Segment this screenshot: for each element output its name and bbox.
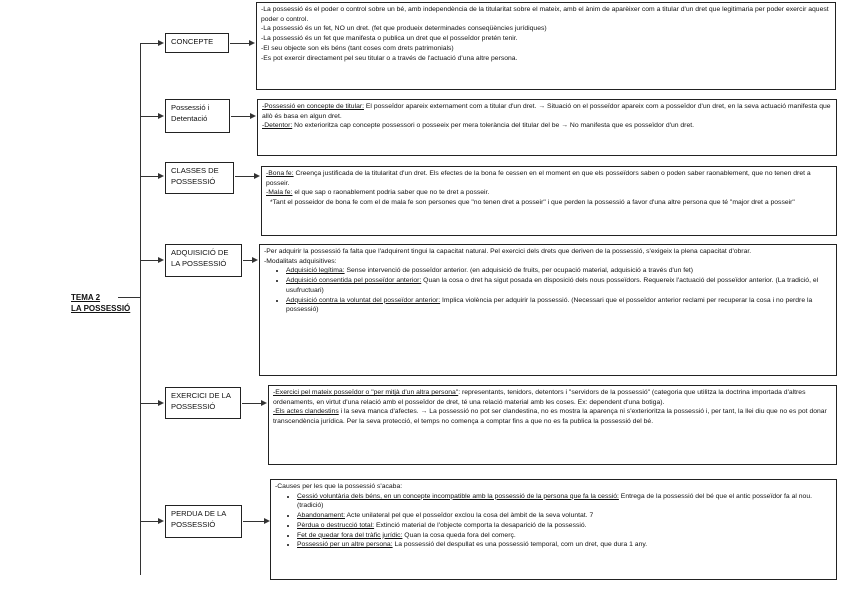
possessio-label-box (165, 99, 230, 133)
link-arrow-possessio (250, 113, 256, 119)
branch-line-possessio (140, 116, 160, 117)
adquisicio-bullet-2-text: Quan la cosa o dret ha sigut posada en disposició dels nous posseïdors. Requereix l'actuació del posseïdor anterior. (La tradició, el usufructuari) (286, 277, 819, 294)
possessio-item-2 (262, 121, 832, 131)
classes-note: *Tant el posseidor de bona fe com el de mala fe son persones que "no tenen dret a posseir" i que perden la possessió a favor d'una altre persona que té "major dret a posseir" (270, 199, 795, 207)
branch-line-adquisicio (140, 260, 160, 261)
branch-line-exercici (140, 403, 160, 404)
possessio-item-1-term: -Possessió en concepte de titular: (262, 103, 365, 110)
link-exercici (242, 403, 262, 404)
exercici-label-box (165, 387, 241, 419)
perdua-bullet-5 (297, 540, 832, 550)
concepte-line-3: -La possessió és un fet que manifesta o publica un dret que el posseïdor pretén tenir. (261, 35, 518, 43)
arrow-possessio (158, 113, 164, 119)
adquisicio-bullet-2-term: Adquisició consentida pel posseïdor anterior: (286, 277, 422, 285)
classes-item-2-term: -Mala fe: (266, 189, 293, 197)
classes-item-2-text: el que sap o raonablement podria saber que no te dret a posseir. (292, 189, 490, 197)
possessio-item-2-text: No exterioritza cap concepte possessori o posseeix per mera tolerància del titular del be → No manifesta que es posseïdor d'un dret. (292, 122, 695, 130)
adquisicio-bullet-2 (286, 276, 832, 295)
exercici-item-1-term: -Exercici pel mateix posseïdor o "per mitjà d'un altra persona" (273, 389, 459, 396)
arrow-perdua (158, 518, 164, 524)
title-line-2: LA POSSESSIÓ (71, 304, 131, 313)
exercici-item-2-term: -Els actes clandestins (273, 408, 339, 416)
link-arrow-classes (254, 173, 260, 179)
main-title (71, 292, 130, 314)
perdua-content-box (270, 479, 837, 580)
possessio-item-1-text: El posseïdor apareix externament com a titular d'un dret. → Situació on el posseïdor apareix com a posseïdor d'un dret, en la seva actuació manifesta que allò és basa en algun dret. (262, 103, 831, 120)
adquisicio-content-box (259, 244, 837, 376)
concepte-label: CONCEPTE (171, 37, 214, 46)
adquisicio-label-box (165, 244, 242, 277)
link-arrow-concepte (249, 40, 255, 46)
branch-line-concepte (140, 43, 160, 44)
arrow-classes (158, 173, 164, 179)
perdua-bullet-5-text: La possessió del despullat es una possessió temporal, com un dret, que dura 1 any. (392, 541, 648, 549)
link-possessio (231, 116, 251, 117)
link-concepte (230, 43, 250, 44)
exercici-item-2 (273, 407, 832, 426)
possessio-content-box (257, 99, 837, 156)
perdua-bullet-3-term: Pèrdua o destrucció total: (297, 521, 375, 529)
perdua-label: PERDUA DE LA POSSESSIÓ (171, 509, 226, 529)
perdua-bullet-2-text: Acte unilateral pel que el posseïdor exclou la cosa del àmbit de la seva voluntat. 7 (345, 512, 594, 520)
exercici-item-1 (273, 388, 832, 407)
possessio-item-2-term: -Detentor: (262, 122, 293, 130)
link-classes (235, 176, 255, 177)
adquisicio-bullet-1 (286, 266, 832, 276)
adquisicio-list (264, 266, 832, 315)
concepte-label-box (165, 33, 229, 53)
adquisicio-bullet-3 (286, 296, 832, 315)
branch-line-perdua (140, 521, 160, 522)
perdua-bullet-3-text: Extinció material de l'objecte comporta la desaparició de la possessió. (374, 521, 587, 529)
possessio-item-1 (262, 102, 832, 121)
adquisicio-label: ADQUISICIÓ DE LA POSSESSIÓ (171, 248, 229, 268)
adquisicio-bullet-1-term: Adquisició legítima: (286, 267, 345, 275)
adquisicio-modalitats: -Modalitats adquisitives: (264, 257, 337, 265)
perdua-bullet-4-term: Fet de quedar fora del tràfic jurídic: (297, 531, 403, 539)
exercici-item-1-text: : representants, tenidors, detentors i "servidors de la possessió" (categoria que utilitza la doctrina importada d'altres ordenaments, en virtut d'una relació amb el posseïdor de dret, té una relació material amb les coses. Ex: dependent d'una botiga). (273, 389, 806, 406)
title-line-1: TEMA 2 (71, 293, 101, 302)
arrow-concepte (158, 40, 164, 46)
spine-line (140, 43, 141, 575)
concepte-line-2: -La possessió és un fet, NO un dret. (fet que produeix determinades conseqüències jurídiques) (261, 25, 547, 33)
adquisicio-bullet-3-text: Implica violència per adquirir la possessió. (Necessari que el posseïdor anterior reclami per recuperar la cosa i no perdre la possessió) (286, 296, 813, 314)
possessio-label: Possessió i Detentació (171, 103, 210, 123)
adquisicio-intro: -Per adquirir la possessió fa falta que l'adquirent tingui la capacitat natural. Pel exercici dels drets que deriven de la possessió, s'exigeix la plena capacitat d'obrar. (264, 248, 752, 255)
link-arrow-exercici (261, 400, 267, 406)
perdua-bullet-4-text: Quan la cosa queda fora del comerç. (402, 531, 516, 539)
branch-line-classes (140, 176, 160, 177)
perdua-bullet-3 (297, 521, 832, 531)
concepte-line-4: -El seu objecte son els béns (tant coses com drets patrimonials) (261, 44, 454, 52)
concepte-line-5: -Es pot exercir directament pel seu titular o a través de l'actuació d'una altre persona. (261, 54, 518, 62)
perdua-bullet-1-term: Cessió voluntària dels béns, en un concepte incompatible amb la possessió de la persona que fa la cessió: (297, 492, 619, 500)
perdua-list (275, 492, 832, 550)
classes-item-1-term: -Bona fe: (266, 170, 294, 177)
perdua-bullet-2-term: Abandonament: (297, 512, 345, 520)
link-perdua (243, 521, 265, 522)
exercici-label: EXERCICI DE LA POSSESSIÓ (171, 391, 231, 411)
arrow-adquisicio (158, 257, 164, 263)
perdua-bullet-4 (297, 531, 832, 541)
classes-item-1-text: Creença justificada de la titularitat d'un dret. Els efectes de la bona fe cessen en el moment en que els posseïdors saben o poden saber raonablement, que no tenen dret a posseir. (266, 170, 811, 187)
adquisicio-bullet-3-term: Adquisició contra la voluntat del posseïdor anterior: (286, 296, 441, 304)
perdua-bullet-1-text: Entrega de la possessió del bé que el antic posseïdor fa al nou. (tradició) (297, 492, 813, 510)
perdua-label-box (165, 505, 242, 538)
arrow-exercici (158, 400, 164, 406)
concepte-line-1: -La possessió és el poder o control sobre un bé, amb independència de la titularitat sobre el mateix, amb el ànim de aparèixer com a titular d'un dret que legitimaria per poder exercir aquest poder o control. (261, 6, 829, 23)
classes-item-2 (266, 188, 832, 198)
classes-label: CLASSES DE POSSESSIÓ (171, 166, 219, 186)
title-connector (118, 297, 140, 298)
adquisicio-bullet-1-text: Sense intervenció de posseïdor anterior. (en adquisició de fruits, per ocupació material, adquisició a través d'un fet) (344, 267, 694, 275)
exercici-content-box (268, 385, 837, 465)
perdua-bullet-5-term: Possessió per un altre persona: (297, 541, 393, 549)
perdua-intro: -Causes per les que la possessió s'acaba: (275, 483, 403, 490)
exercici-item-2-text: i la seva manca d'afectes. → La possessió no pot ser clandestina, no es mostra la aparença ni s'exterioritza la possessió i, per tant, la llei diu que no es pot donar transcendència jurídica. Per la seva protecció, el temps no comença a comptar fins a que no es fa publica la possessió del bé. (273, 408, 827, 426)
perdua-bullet-1 (297, 492, 832, 511)
classes-item-1 (266, 169, 832, 188)
classes-content-box (261, 166, 837, 236)
link-arrow-adquisicio (252, 257, 258, 263)
concepte-content-box (256, 2, 836, 90)
perdua-bullet-2 (297, 511, 832, 521)
classes-label-box (165, 162, 234, 194)
